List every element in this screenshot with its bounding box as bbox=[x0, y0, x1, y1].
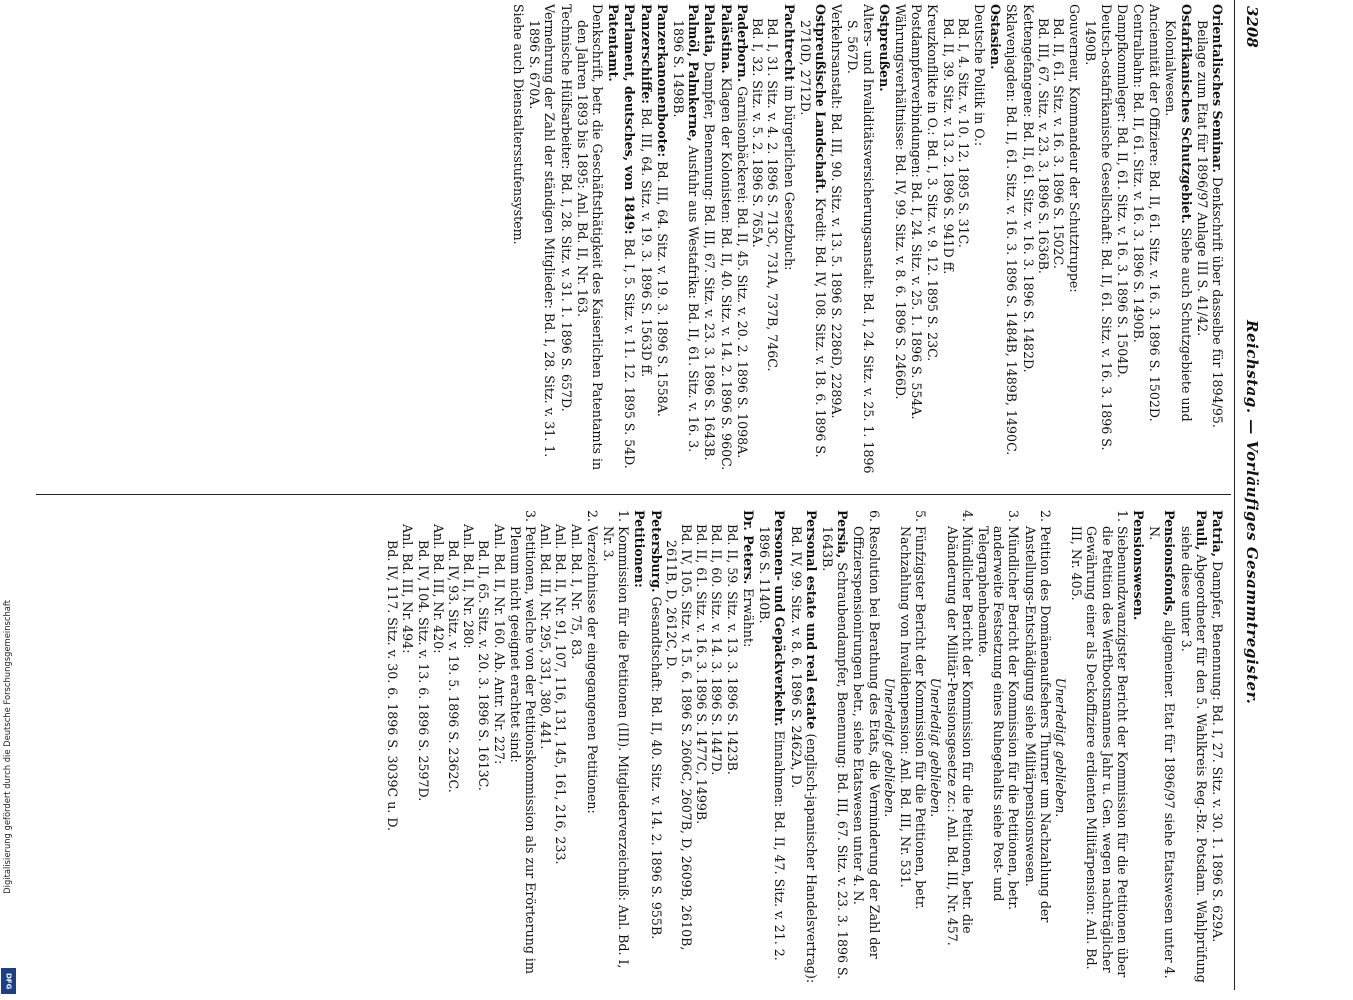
index-entry bbox=[431, 510, 446, 985]
index-entry bbox=[638, 4, 653, 479]
entry-keyword: Pensionswesen. bbox=[1130, 510, 1146, 621]
index-entry bbox=[893, 4, 908, 479]
entry-text: Gouverneur, Kommandeur der Schutztruppe: bbox=[1067, 4, 1083, 293]
entry-text: 1. Siebenundzwanzigster Bericht der Kommission für die Petitionen über die Petition des Werftbootsmannes Jahr u. Gen. wegen nachträglicher Gewährung einer als Deckoffiziere erdienten Militärpension: Anl. Bd. III, Nr. 405. bbox=[1069, 510, 1130, 978]
index-entry bbox=[671, 4, 701, 479]
entry-text: Bd. IV, 105. Sitz. v. 15. 6. 1896 S. 2606C, 2607B, D, 2609B, 2610B, 2611B, D, 2612C, D. bbox=[663, 524, 695, 951]
entry-text: Centralbahn: Bd. II, 61. Sitz. v. 16. 3. 1896 S. 1490B. bbox=[1130, 4, 1146, 343]
index-entry bbox=[1147, 4, 1162, 479]
entry-text: Technische Hülfsarbeiter: Bd. I, 28. Sitz. v. 31. 1. 1896 S. 657D. bbox=[558, 4, 574, 412]
entry-keyword: Pachtrecht bbox=[781, 4, 797, 82]
index-entry bbox=[476, 510, 491, 985]
entry-keyword: Ostpreußische Landschaft. bbox=[812, 4, 828, 194]
entry-text: Postdampferverbindungen: Bd. I, 24. Sitz. v. 25. 1. 1896 S. 554A. bbox=[909, 4, 925, 420]
entry-text: Dampfer, Benennung: Bd. I, 27. Sitz. v. 30. 1. 1896 S. 629A. bbox=[1210, 557, 1225, 943]
index-entry bbox=[694, 510, 709, 985]
index-entry bbox=[664, 510, 694, 985]
entry-text: Bd. IV, 93. Sitz. v. 19. 5. 1896 S. 2362C. bbox=[446, 540, 462, 793]
entry-keyword: Ostafrikanisches Schutzgebiet. bbox=[1178, 4, 1194, 224]
index-entry bbox=[940, 4, 955, 479]
index-entry bbox=[622, 4, 637, 479]
index-entry bbox=[553, 510, 568, 985]
entry-text: Unerledigt geblieben. bbox=[1052, 677, 1068, 818]
index-entry bbox=[1053, 510, 1068, 985]
entry-text: Anl. Bd. II, Nr. 280: bbox=[461, 524, 477, 649]
entry-keyword: Dr. Peters. bbox=[740, 510, 756, 585]
dfg-logo-icon bbox=[1, 968, 16, 994]
entry-keyword: Petersburg. bbox=[648, 510, 664, 593]
entry-text: 6. Resolution bei Berathung des Etats, die Verminderung der Zahl der Offizierspensionirungen betr., siehe Etatswesen unter 4. N. bbox=[851, 510, 882, 959]
entry-text: (englisch-japanischer Handelsvertrag): Bd. IV, 99. Sitz. v. 8. 6. 1896 S. 2462A, D. bbox=[788, 526, 819, 984]
entry-text: 2. Petition des Domänenaufsehers Thurner um Nachzahlung der Anstellungs-Entschädigung siehe Militärpensionswesen. bbox=[1022, 510, 1053, 923]
entry-text: Anl. Bd. III, Nr. 420: bbox=[430, 524, 446, 654]
entry-keyword: Parlament, deutsches, von 1849: bbox=[622, 4, 638, 235]
index-entry bbox=[845, 4, 875, 479]
running-title: Reichstag. — Vorläufiges Gesammtregister. bbox=[1243, 320, 1261, 705]
entry-keyword: Personen- und Gepäckverkehr. bbox=[772, 510, 788, 727]
entry-text: Bd. II, 61. Sitz. v. 16. 3. 1896 S. 1502C. bbox=[1050, 18, 1066, 269]
index-entry bbox=[851, 510, 881, 985]
index-entry bbox=[648, 510, 663, 985]
index-entry bbox=[1178, 510, 1208, 985]
index-entry bbox=[750, 4, 765, 479]
entry-text: Währungsverhältnisse: Bd. IV, 99. Sitz. v. 8. 6. 1896 S. 2466D. bbox=[892, 4, 908, 400]
index-entry bbox=[820, 510, 850, 985]
entry-text: Dampfer, Benennung: Bd. III, 67. Sitz. v. 23. 3. 1896 S. 1643B. bbox=[702, 57, 718, 461]
entry-keyword: Panzerkanonenboote: bbox=[654, 4, 670, 158]
index-entry bbox=[585, 510, 600, 985]
index-entry bbox=[788, 510, 818, 985]
entry-text: Kreuzkonflikte in O.: Bd. I, 3. Sitz. v. 9. 12. 1895 S. 23C. bbox=[925, 4, 941, 362]
index-entry bbox=[568, 510, 583, 985]
header-rule bbox=[1234, 0, 1235, 990]
entry-text: Anl. Bd. II, Nr. 160. Ab. Antr. Nr. 227: bbox=[491, 524, 507, 765]
index-entry bbox=[1036, 4, 1051, 479]
entry-text: Alters- und Invaliditätsversicherungsanstalt: Bd. I, 24. Sitz. v. 25. 1. 1896 S. 567D. bbox=[845, 4, 876, 474]
entry-text: Schraubendampfer, Benennung: Bd. III, 67. Sitz. v. 23. 3. 1896 S. 1643B. bbox=[819, 526, 851, 980]
entry-keyword: Ostpreußen. bbox=[876, 4, 892, 92]
index-entry bbox=[757, 510, 787, 985]
entry-text: Bd. I, 31. Sitz. v. 4. 2. 1896 S. 713C, 731A, 737B, 746C. bbox=[765, 18, 781, 372]
entry-text: Deutsche Politik in O.: bbox=[971, 4, 987, 147]
index-entry bbox=[909, 4, 924, 479]
entry-text: Siehe auch Schutzgebiete und Kolonialwesen. bbox=[1163, 20, 1194, 422]
entry-text: Anl. Bd. III, Nr. 295, 331, 380, 441. bbox=[538, 524, 554, 750]
entry-text: Anl. Bd. I, Nr. 75, 83. bbox=[568, 524, 584, 660]
entry-keyword: Palmöl, Palmkerne, bbox=[686, 4, 702, 142]
entry-text: Denkschrift, betr. die Geschäftsthätigkeit des Kaiserlichen Patentamts in den Jahren 1893 bis 1895: Anl. Bd. II, Nr. 163. bbox=[574, 4, 606, 471]
index-entry bbox=[1195, 4, 1225, 479]
entry-text: 1. Kommission für die Petitionen (III). Mitgliederverzeichniß: Anl. Bd. I, Nr. 3. bbox=[601, 510, 632, 969]
index-entry bbox=[928, 510, 943, 985]
index-entry bbox=[944, 510, 974, 985]
entry-keyword: Patria, bbox=[1210, 510, 1225, 558]
index-entry bbox=[1051, 4, 1066, 479]
entry-text: 2. Verzeichnisse der eingegangenen Petitionen: bbox=[584, 510, 600, 814]
index-entry bbox=[972, 4, 987, 479]
entry-text: Kettengefangene: Bd. II, 61. Sitz. v. 16. 3. 1896 S. 1482D. bbox=[1020, 4, 1036, 373]
entry-keyword: Panzerschiffe: bbox=[638, 4, 654, 104]
entry-text: Denkschrift über dasselbe für 1894/95. Beilage zum Etat für 1896/97 Anlage III S. 41/42. bbox=[1194, 20, 1225, 428]
index-entry bbox=[511, 4, 526, 479]
entry-text: Bd. II, 65. Sitz. v. 20. 3. 1896 S. 1613C. bbox=[476, 540, 492, 791]
column-separator bbox=[36, 494, 1231, 495]
index-entry bbox=[655, 4, 670, 479]
index-entry bbox=[781, 4, 796, 479]
page-number: 3208 bbox=[1243, 6, 1261, 48]
entry-keyword: Orientalisches Seminar. bbox=[1210, 4, 1225, 173]
entry-text: Bd. III, 67. Sitz. v. 23. 3. 1896 S. 1636B. bbox=[1035, 18, 1051, 274]
index-entry bbox=[702, 4, 717, 479]
entry-text: 3. Petitionen, welche von der Petitionskommission als zur Erörterung im Plenum nicht geeignet erachtet sind: bbox=[507, 510, 539, 974]
index-entry bbox=[601, 510, 631, 985]
entry-text: Bd. II, 60. Sitz. v. 14. 3. 1896 S. 1447D. bbox=[709, 524, 725, 776]
right-column bbox=[40, 510, 1225, 985]
page-header bbox=[1237, 0, 1261, 990]
entry-text: Anciennität der Offiziere: Bd. II, 61. Sitz. v. 16. 3. 1896 S. 1502D. bbox=[1147, 4, 1163, 422]
entry-text: Kredit: Bd. IV, 108. Sitz. v. 18. 6. 1896 S. 2710D, 2712D. bbox=[797, 20, 828, 458]
index-entry bbox=[1147, 510, 1177, 985]
entry-text: Siehe auch Dienstaltersstufensystem. bbox=[511, 4, 527, 245]
rotated-register-page bbox=[35, 0, 1265, 990]
entry-text: Klagen der Kolonisten: Bd. II, 40. Sitz. v. 14. 2. 1896 S. 960C. bbox=[718, 73, 734, 471]
entry-keyword: Pauli, bbox=[1193, 510, 1209, 551]
entry-text: Garnisonbäckerei: Bd. II, 45. Sitz. v. 20. 2. 1896 S. 1098A. bbox=[734, 82, 750, 459]
entry-text: Unerledigt geblieben. bbox=[928, 677, 944, 818]
entry-text: allgemeiner. Etat für 1896/97 siehe Etatswesen unter 4. N. bbox=[1147, 526, 1178, 979]
index-entry bbox=[741, 510, 756, 985]
index-entry bbox=[956, 4, 971, 479]
entry-text: Bd. I, 32. Sitz. v. 5. 2. 1896 S. 765A. bbox=[750, 18, 766, 248]
index-entry bbox=[527, 4, 557, 479]
index-entry bbox=[988, 4, 1003, 479]
index-entry bbox=[606, 4, 621, 479]
entry-text: 4. Mündlicher Bericht der Kommission für die Petitionen, betr. die Abänderung der Militär-Pensionsgesetze zc.: Anl. Bd. III, Nr. 457. bbox=[944, 510, 975, 946]
index-entry bbox=[461, 510, 476, 985]
dfg-logo-text: DFG bbox=[4, 972, 13, 990]
index-entry bbox=[491, 510, 506, 985]
entry-text: Sklavenjagden: Bd. II, 61. Sitz. v. 16. 3. 1896 S. 1484B, 1489B, 1490C. bbox=[1004, 4, 1020, 456]
index-entry bbox=[385, 510, 400, 985]
index-entry bbox=[719, 4, 734, 479]
entry-text: Dampfkommleger: Bd. II, 61. Sitz. v. 16. 3. 1896 S. 1504D. bbox=[1114, 4, 1130, 378]
entry-text: Bd. I, 5. Sitz. v. 11. 12. 1895 S. 54D. bbox=[622, 234, 638, 469]
index-entry bbox=[1020, 4, 1035, 479]
entry-text: Anl. Bd. II, Nr. 91, 107, 116, 131, 145, 161, 216, 233. bbox=[553, 524, 569, 865]
index-entry bbox=[1067, 4, 1082, 479]
index-entry bbox=[976, 510, 1022, 985]
index-entry bbox=[538, 510, 553, 985]
index-entry bbox=[446, 510, 461, 985]
entry-text: Bd. II, 39. Sitz. v. 13. 2. 1896 S. 941D ff. bbox=[940, 18, 956, 275]
entry-text: 3. Mündlicher Bericht der Kommission für die Petitionen, betr. anderweite Festsetzung eines Ruhegehalts siehe Post- und Telegraphenbeamte. bbox=[975, 510, 1022, 910]
entry-text: Einnahmen: Bd. II, 47. Sitz. v. 21. 2. 1896 S. 1140B. bbox=[757, 526, 788, 961]
entry-text: Vermehrung der Zahl der ständigen Mitglieder: Bd. I, 28. Sitz. v. 31. 1. 1896 S. 670A. bbox=[527, 4, 558, 458]
entry-text: Bd. III, 64. Sitz. v. 19. 3. 1896 S. 1563D ff. bbox=[638, 103, 654, 378]
entry-text: Deutsch-ostafrikanische Gesellschaft: Bd. II, 61. Sitz. v. 16. 3. 1896 S. 1490B. bbox=[1083, 4, 1114, 451]
entry-keyword: Paderborn. bbox=[734, 4, 750, 83]
index-entry bbox=[632, 510, 647, 985]
index-entry bbox=[765, 4, 780, 479]
index-entry bbox=[877, 4, 892, 479]
entry-text: Bd. IV, 117. Sitz. v. 30. 6. 1896 S. 3039C u. D. bbox=[385, 540, 401, 831]
index-entry bbox=[1004, 4, 1019, 479]
index-entry bbox=[882, 510, 897, 985]
entry-keyword: Personal estate und real estate bbox=[803, 510, 819, 730]
entry-text: im bürgerlichen Gesetzbuch: bbox=[781, 81, 797, 271]
index-entry bbox=[1163, 4, 1193, 479]
index-entry bbox=[925, 4, 940, 479]
index-entry bbox=[709, 510, 724, 985]
entry-text: Unerledigt geblieben. bbox=[881, 677, 897, 818]
index-entry bbox=[415, 510, 430, 985]
entry-text: Bd. IV, 104. Sitz. v. 13. 6. 1896 S. 2597D. bbox=[415, 540, 431, 802]
entry-keyword: Palästina. bbox=[718, 4, 734, 74]
entry-text: Abgeordneter für den 5. Wahlkreis Reg.-Bz. Potsdam. Wahlprüfung siehe diese unter 3. bbox=[1178, 526, 1209, 983]
index-entry bbox=[1022, 510, 1052, 985]
entry-text: Verkehrsanstalt: Bd. III, 90. Sitz. v. 13. 5. 1896 S. 2286D, 2289A. bbox=[829, 4, 845, 419]
index-entry bbox=[400, 510, 415, 985]
index-entry bbox=[1210, 510, 1225, 985]
entry-text: Bd. II, 59. Sitz. v. 13. 3. 1896 S. 1423B. bbox=[724, 524, 740, 775]
entry-keyword: Pensionsfonds, bbox=[1162, 510, 1178, 617]
index-entry bbox=[1069, 510, 1130, 985]
index-entry bbox=[508, 510, 538, 985]
index-entry bbox=[1131, 4, 1146, 479]
entry-keyword: Ostasien. bbox=[988, 4, 1004, 70]
entry-text: 5. Fünfzigster Bericht der Kommission für die Petitionen, betr. Nachzahlung von Invalidenpension: Anl. Bd. III, Nr. 531. bbox=[897, 510, 929, 910]
entry-keyword: Petitionen: bbox=[632, 510, 648, 588]
index-entry bbox=[558, 4, 573, 479]
index-entry bbox=[735, 4, 750, 479]
index-entry bbox=[575, 4, 605, 479]
index-entry bbox=[829, 4, 844, 479]
entry-keyword: Patentamt. bbox=[606, 4, 622, 82]
index-entry bbox=[725, 510, 740, 985]
index-entry bbox=[1083, 4, 1113, 479]
entry-text: Gesandtschaft: Bd. II, 40. Sitz. v. 14. 2. 1896 S. 955B. bbox=[648, 592, 664, 940]
credit-text: Digitalisierung gefördert durch die Deutsche Forschungsgemeinschaft bbox=[2, 600, 12, 894]
index-entry bbox=[1115, 4, 1130, 479]
entry-text: Ausfuhr aus Westafrika: Bd. II, 61. Sitz. v. 16. 3. 1896 S. 1498B. bbox=[671, 20, 702, 453]
index-entry bbox=[798, 4, 828, 479]
index-entry bbox=[898, 510, 928, 985]
entry-text: Anl. Bd. III, Nr. 494: bbox=[400, 524, 416, 654]
entry-text: Bd. III, 64. Sitz. v. 19. 3. 1896 S. 1558A. bbox=[654, 157, 670, 417]
entry-text: Erwähnt: bbox=[740, 584, 756, 648]
left-column bbox=[40, 4, 1225, 479]
entry-keyword: Palatia, bbox=[702, 4, 718, 58]
entry-text: Bd. I, 4. Sitz. v. 10. 12. 1895 S. 31C. bbox=[955, 18, 971, 248]
index-entry bbox=[1131, 510, 1146, 985]
entry-text: Bd. II, 61. Sitz. v. 16. 3. 1896 S. 1477C, 1499B. bbox=[694, 524, 710, 825]
entry-keyword: Persia, bbox=[835, 510, 851, 559]
digitization-credit bbox=[2, 600, 16, 1000]
